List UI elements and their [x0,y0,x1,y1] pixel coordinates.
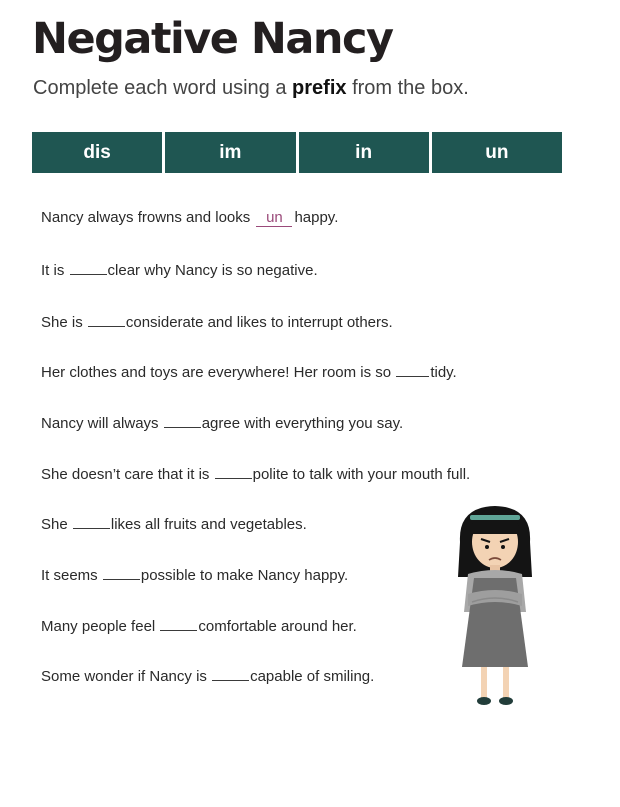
instructions [33,77,469,100]
left-leg [481,667,487,699]
instructions-text-start: Complete each word using a [33,77,293,99]
sentence-text: clear why Nancy is so negative. [107,262,318,279]
sentence-text: Some wonder if Nancy is [41,668,212,685]
answer-blank[interactable] [73,513,110,529]
sentence-text: possible to make Nancy happy. [140,567,349,584]
sentence-text: Nancy will always [41,415,163,432]
sentence-text: She doesn’t care that it is [41,466,214,483]
sentence-10 [41,665,374,687]
left-shoe [477,697,491,705]
prefix-cell-im: im [165,132,295,173]
sentence-1 [41,208,338,228]
sentence-text: She is [41,314,87,331]
sentence-text: polite to talk with your mouth full. [252,466,471,483]
prefix-cell-in: in [299,132,429,173]
answer-blank[interactable] [215,463,252,479]
sentence-8 [41,564,348,586]
answer-blank[interactable] [396,361,429,377]
sentence-text: capable of smiling. [250,668,375,685]
sentence-text: tidy. [430,364,457,381]
sentence-3 [41,311,393,333]
instructions-bold-word: prefix [292,77,347,99]
right-eye [501,545,505,549]
prefix-box [32,132,562,173]
sentence-text: comfortable around her. [198,618,357,635]
answer-blank[interactable] [103,564,140,580]
answer-blank[interactable] [70,259,107,275]
sentence-5 [41,412,403,434]
headband [470,515,520,520]
sentence-text: Many people feel [41,618,160,635]
left-eye [485,545,489,549]
sentence-text: It is [41,262,69,279]
answer-blank[interactable]: un [256,210,292,227]
answer-blank[interactable] [160,615,197,631]
sentence-text: Her clothes and toys are everywhere! Her room is so [41,364,396,381]
sentence-9 [41,615,357,637]
sentence-text: Nancy always frowns and looks [41,209,255,226]
sentence-2 [41,259,318,281]
sentence-text: It seems [41,567,102,584]
page-title: Negative Nancy [32,14,393,64]
right-shoe [499,697,513,705]
right-leg [503,667,509,699]
sentence-text: happy. [294,209,339,226]
sentence-text: agree with everything you say. [201,415,404,432]
answer-blank[interactable] [88,311,125,327]
answer-blank[interactable] [164,412,201,428]
sentence-text: considerate and likes to interrupt others. [125,314,393,331]
sentence-4 [41,361,457,383]
sentence-text: She [41,516,72,533]
sentence-text: likes all fruits and vegetables. [110,516,307,533]
answer-blank[interactable] [212,665,249,681]
sentence-6 [41,463,470,485]
nancy-girl-illustration [450,502,540,707]
instructions-text-end: from the box. [346,77,469,99]
prefix-cell-dis: dis [32,132,162,173]
prefix-cell-un: un [432,132,562,173]
sentence-7 [41,513,307,535]
